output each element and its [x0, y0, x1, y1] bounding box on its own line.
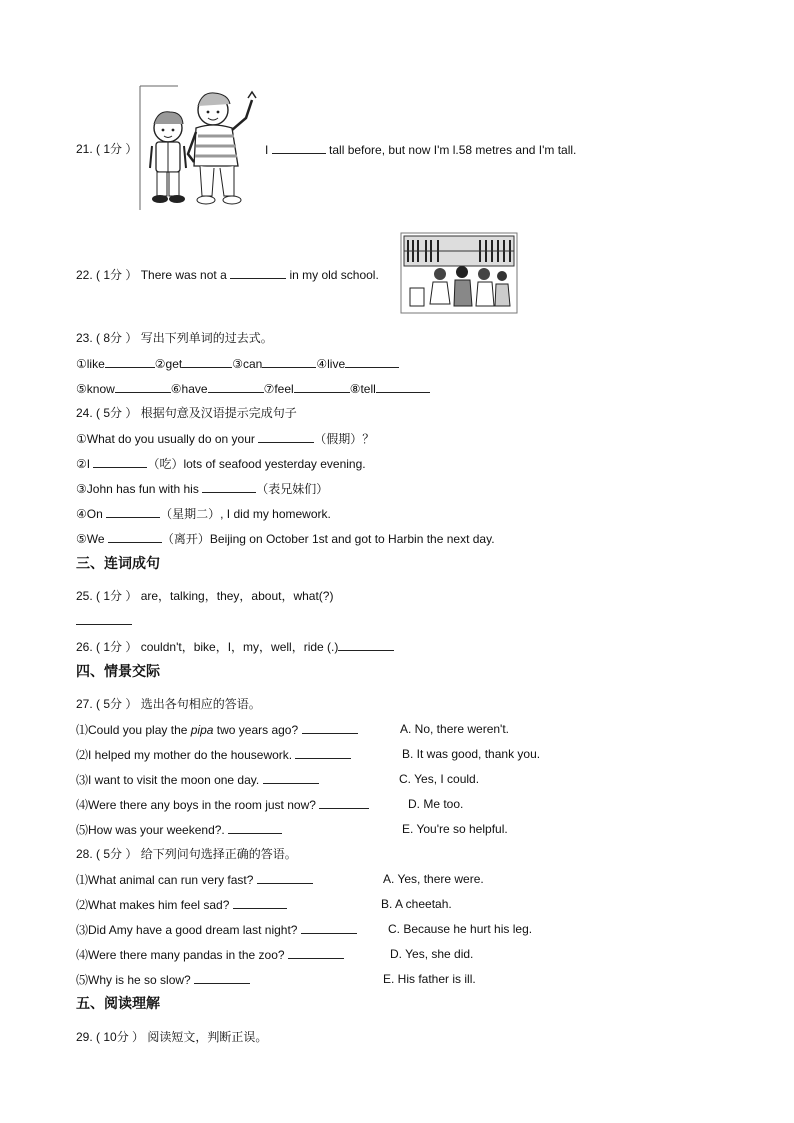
question-26: 26. ( 1分 ） couldn't，bike，I，my，well，ride (.) [76, 638, 394, 655]
answer-blank[interactable] [228, 821, 282, 834]
question-29 [76, 1029, 267, 1045]
section-heading-4: 四、情景交际 [76, 663, 160, 679]
question-22: 22. ( 1分 ） There was not a in my old school. [76, 268, 379, 282]
q27-item-3: ⑶I want to visit the moon one day. [76, 771, 319, 788]
answer-blank[interactable] [345, 355, 399, 368]
question-28 [76, 846, 297, 862]
answer-blank[interactable] [257, 871, 313, 884]
two-boys-illustration [138, 84, 262, 212]
answer-blank[interactable] [258, 430, 314, 443]
question-21 [76, 141, 137, 157]
question-25: 25. ( 1分 ） are，talking，they，about，what(?) [76, 589, 334, 603]
answer-blank[interactable] [93, 455, 147, 468]
answer-blank[interactable] [288, 946, 344, 959]
answer-blank[interactable] [194, 971, 250, 984]
question-number: 21. ( 1分 ） [76, 142, 138, 156]
question-number: 26. ( 1分 ） [76, 640, 138, 654]
section-heading-3: 三、连词成句 [76, 555, 160, 571]
instruction: 给下列问句选择正确的答语。 [140, 847, 297, 861]
q23-row-2: ⑤know ⑥have ⑦feel ⑧tell [76, 380, 430, 397]
question-number: 22. ( 1分 ） [76, 268, 138, 282]
q28-option-c: C. Because he hurt his leg. [388, 922, 533, 936]
q27-option-b: B. It was good, thank you. [402, 747, 541, 761]
q27-option-d: D. Me too. [408, 797, 464, 811]
q28-option-a: A. Yes, there were. [383, 872, 484, 886]
q28-item-2: ⑵What makes him feel sad? [76, 896, 287, 913]
q28-option-e: E. His father is ill. [383, 972, 476, 986]
q27-item-4: ⑷Were there any boys in the room just now? [76, 796, 369, 813]
q24-sentence-3: ③John has fun with his （表兄妹们） [76, 482, 329, 496]
answer-blank[interactable] [319, 796, 369, 809]
instruction: 根据句意及汉语提示完成句子 [140, 406, 297, 420]
q27-option-c: C. Yes, I could. [399, 772, 480, 786]
answer-blank[interactable] [115, 380, 171, 393]
answer-blank[interactable] [302, 721, 358, 734]
answer-blank[interactable] [182, 355, 232, 368]
answer-blank[interactable] [208, 380, 264, 393]
q28-option-b: B. A cheetah. [381, 897, 452, 911]
instruction: 选出各句相应的答语。 [140, 697, 261, 711]
q27-option-a: A. No, there weren't. [400, 722, 510, 736]
answer-blank[interactable] [76, 612, 132, 625]
question-number: 25. ( 1分 ） [76, 589, 138, 603]
question-number: 24. ( 5分 ） [76, 406, 138, 420]
q24-sentence-5: ⑤We （离开）Beijing on October 1st and got to Harbin the next day. [76, 532, 495, 546]
q25-answer-line [76, 612, 132, 629]
answer-blank[interactable] [202, 480, 256, 493]
section-heading-5: 五、阅读理解 [76, 995, 160, 1011]
q28-item-5: ⑸Why is he so slow? [76, 971, 250, 988]
q24-sentence-2: ②I （吃）lots of seafood yesterday evening. [76, 457, 366, 471]
q24-sentence-1: ①What do you usually do on your （假期）？ [76, 432, 375, 446]
q24-sentence-4: ④On （星期二）, I did my homework. [76, 507, 331, 521]
answer-blank[interactable] [233, 896, 287, 909]
instruction: 写出下列单词的过去式。 [140, 331, 273, 345]
question-number: 27. ( 5分 ） [76, 697, 138, 711]
q28-item-3: ⑶Did Amy have a good dream last night? [76, 921, 357, 938]
answer-blank[interactable] [108, 530, 162, 543]
q28-option-d: D. Yes, she did. [390, 947, 474, 961]
question-21-sentence: I tall before, but now I'm l.58 metres and I'm tall. [265, 143, 577, 157]
answer-blank[interactable] [230, 266, 286, 279]
school-library-illustration [400, 232, 518, 314]
q27-option-e: E. You're so helpful. [402, 822, 508, 836]
question-23 [76, 330, 273, 346]
answer-blank[interactable] [294, 380, 350, 393]
question-24 [76, 405, 297, 421]
q28-item-4: ⑷Were there many pandas in the zoo? [76, 946, 344, 963]
question-number: 23. ( 8分 ） [76, 331, 138, 345]
answer-blank[interactable] [106, 505, 160, 518]
q23-row-1: ①like ②get ③can ④live [76, 355, 399, 372]
question-number: 28. ( 5分 ） [76, 847, 138, 861]
question-number: 29. ( 10分 ） [76, 1030, 145, 1044]
q27-item-2: ⑵I helped my mother do the housework. [76, 746, 351, 763]
answer-blank[interactable] [272, 141, 326, 154]
answer-blank[interactable] [105, 355, 155, 368]
q27-item-1: ⑴Could you play the pipa two years ago? [76, 721, 358, 738]
answer-blank[interactable] [262, 355, 316, 368]
q27-item-5: ⑸How was your weekend?. [76, 821, 282, 838]
answer-blank[interactable] [295, 746, 351, 759]
answer-blank[interactable] [263, 771, 319, 784]
q28-item-1: ⑴What animal can run very fast? [76, 871, 313, 888]
instruction: 阅读短文，判断正误。 [147, 1030, 268, 1044]
question-27 [76, 696, 261, 712]
answer-blank[interactable] [338, 638, 394, 651]
answer-blank[interactable] [301, 921, 357, 934]
answer-blank[interactable] [376, 380, 430, 393]
